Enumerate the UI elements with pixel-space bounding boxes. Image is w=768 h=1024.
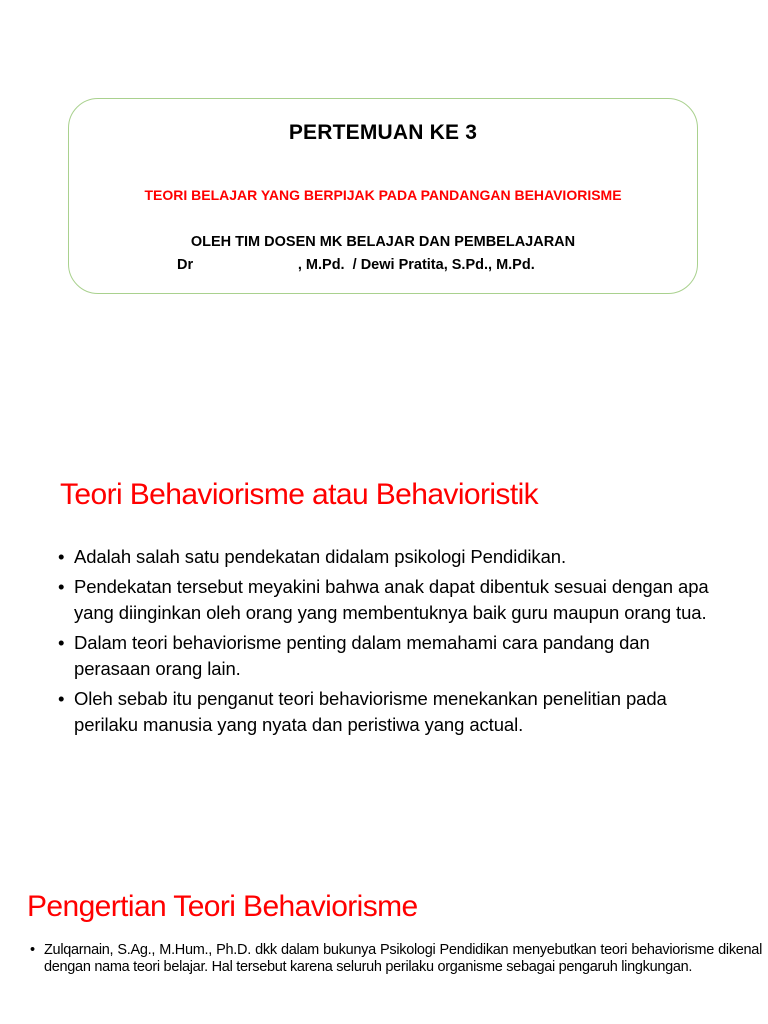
author-line-2: Dr , M.Pd. / Dewi Pratita, S.Pd., M.Pd. xyxy=(177,257,535,273)
title-slide xyxy=(0,0,768,400)
bullet-icon: • xyxy=(30,942,35,958)
bullet-list xyxy=(30,942,762,976)
bullet-text: Dalam teori behaviorisme penting dalam memahami cara pandang dan perasaan orang lain. xyxy=(74,632,650,679)
bullet-text: Pendekatan tersebut meyakini bahwa anak dapat dibentuk sesuai dengan apa yang diinginkan oleh orang yang membentuknya baik guru maupun orang tua. xyxy=(74,576,709,623)
bullet-text: Adalah salah satu pendekatan didalam psikologi Pendidikan. xyxy=(74,546,566,567)
slide-title: Teori Behaviorisme atau Behavioristik xyxy=(60,478,539,511)
topic-subtitle: TEORI BELAJAR YANG BERPIJAK PADA PANDANGAN BEHAVIORISME xyxy=(144,187,622,203)
bullet-list xyxy=(58,544,718,742)
title-box xyxy=(68,98,698,294)
author-line-1: OLEH TIM DOSEN MK BELAJAR DAN PEMBELAJARAN xyxy=(190,234,576,250)
list-item xyxy=(30,942,762,976)
bullet-icon: • xyxy=(58,688,65,709)
slide-title: Pengertian Teori Behaviorisme xyxy=(27,890,418,923)
bullet-icon: • xyxy=(58,576,65,597)
bullet-icon: • xyxy=(58,632,65,653)
bullet-icon: • xyxy=(58,546,65,567)
list-item xyxy=(58,686,718,738)
bullet-text: Oleh sebab itu penganut teori behaviorisme menekankan penelitian pada perilaku manusia yang nyata dan peristiwa yang actual. xyxy=(74,688,667,735)
bullet-text: Zulqarnain, S.Ag., M.Hum., Ph.D. dkk dalam bukunya Psikologi Pendidikan menyebutkan teori behaviorisme dikenal dengan nama teori belajar. Hal tersebut karena seluruh perilaku organisme sebagai pengaruh lingkungan. xyxy=(44,942,762,975)
list-item xyxy=(58,630,718,682)
list-item xyxy=(58,544,718,570)
meeting-heading: PERTEMUAN KE 3 xyxy=(288,121,478,144)
list-item xyxy=(58,574,718,626)
definition-slide xyxy=(0,840,768,1024)
behaviorism-slide xyxy=(0,440,768,840)
